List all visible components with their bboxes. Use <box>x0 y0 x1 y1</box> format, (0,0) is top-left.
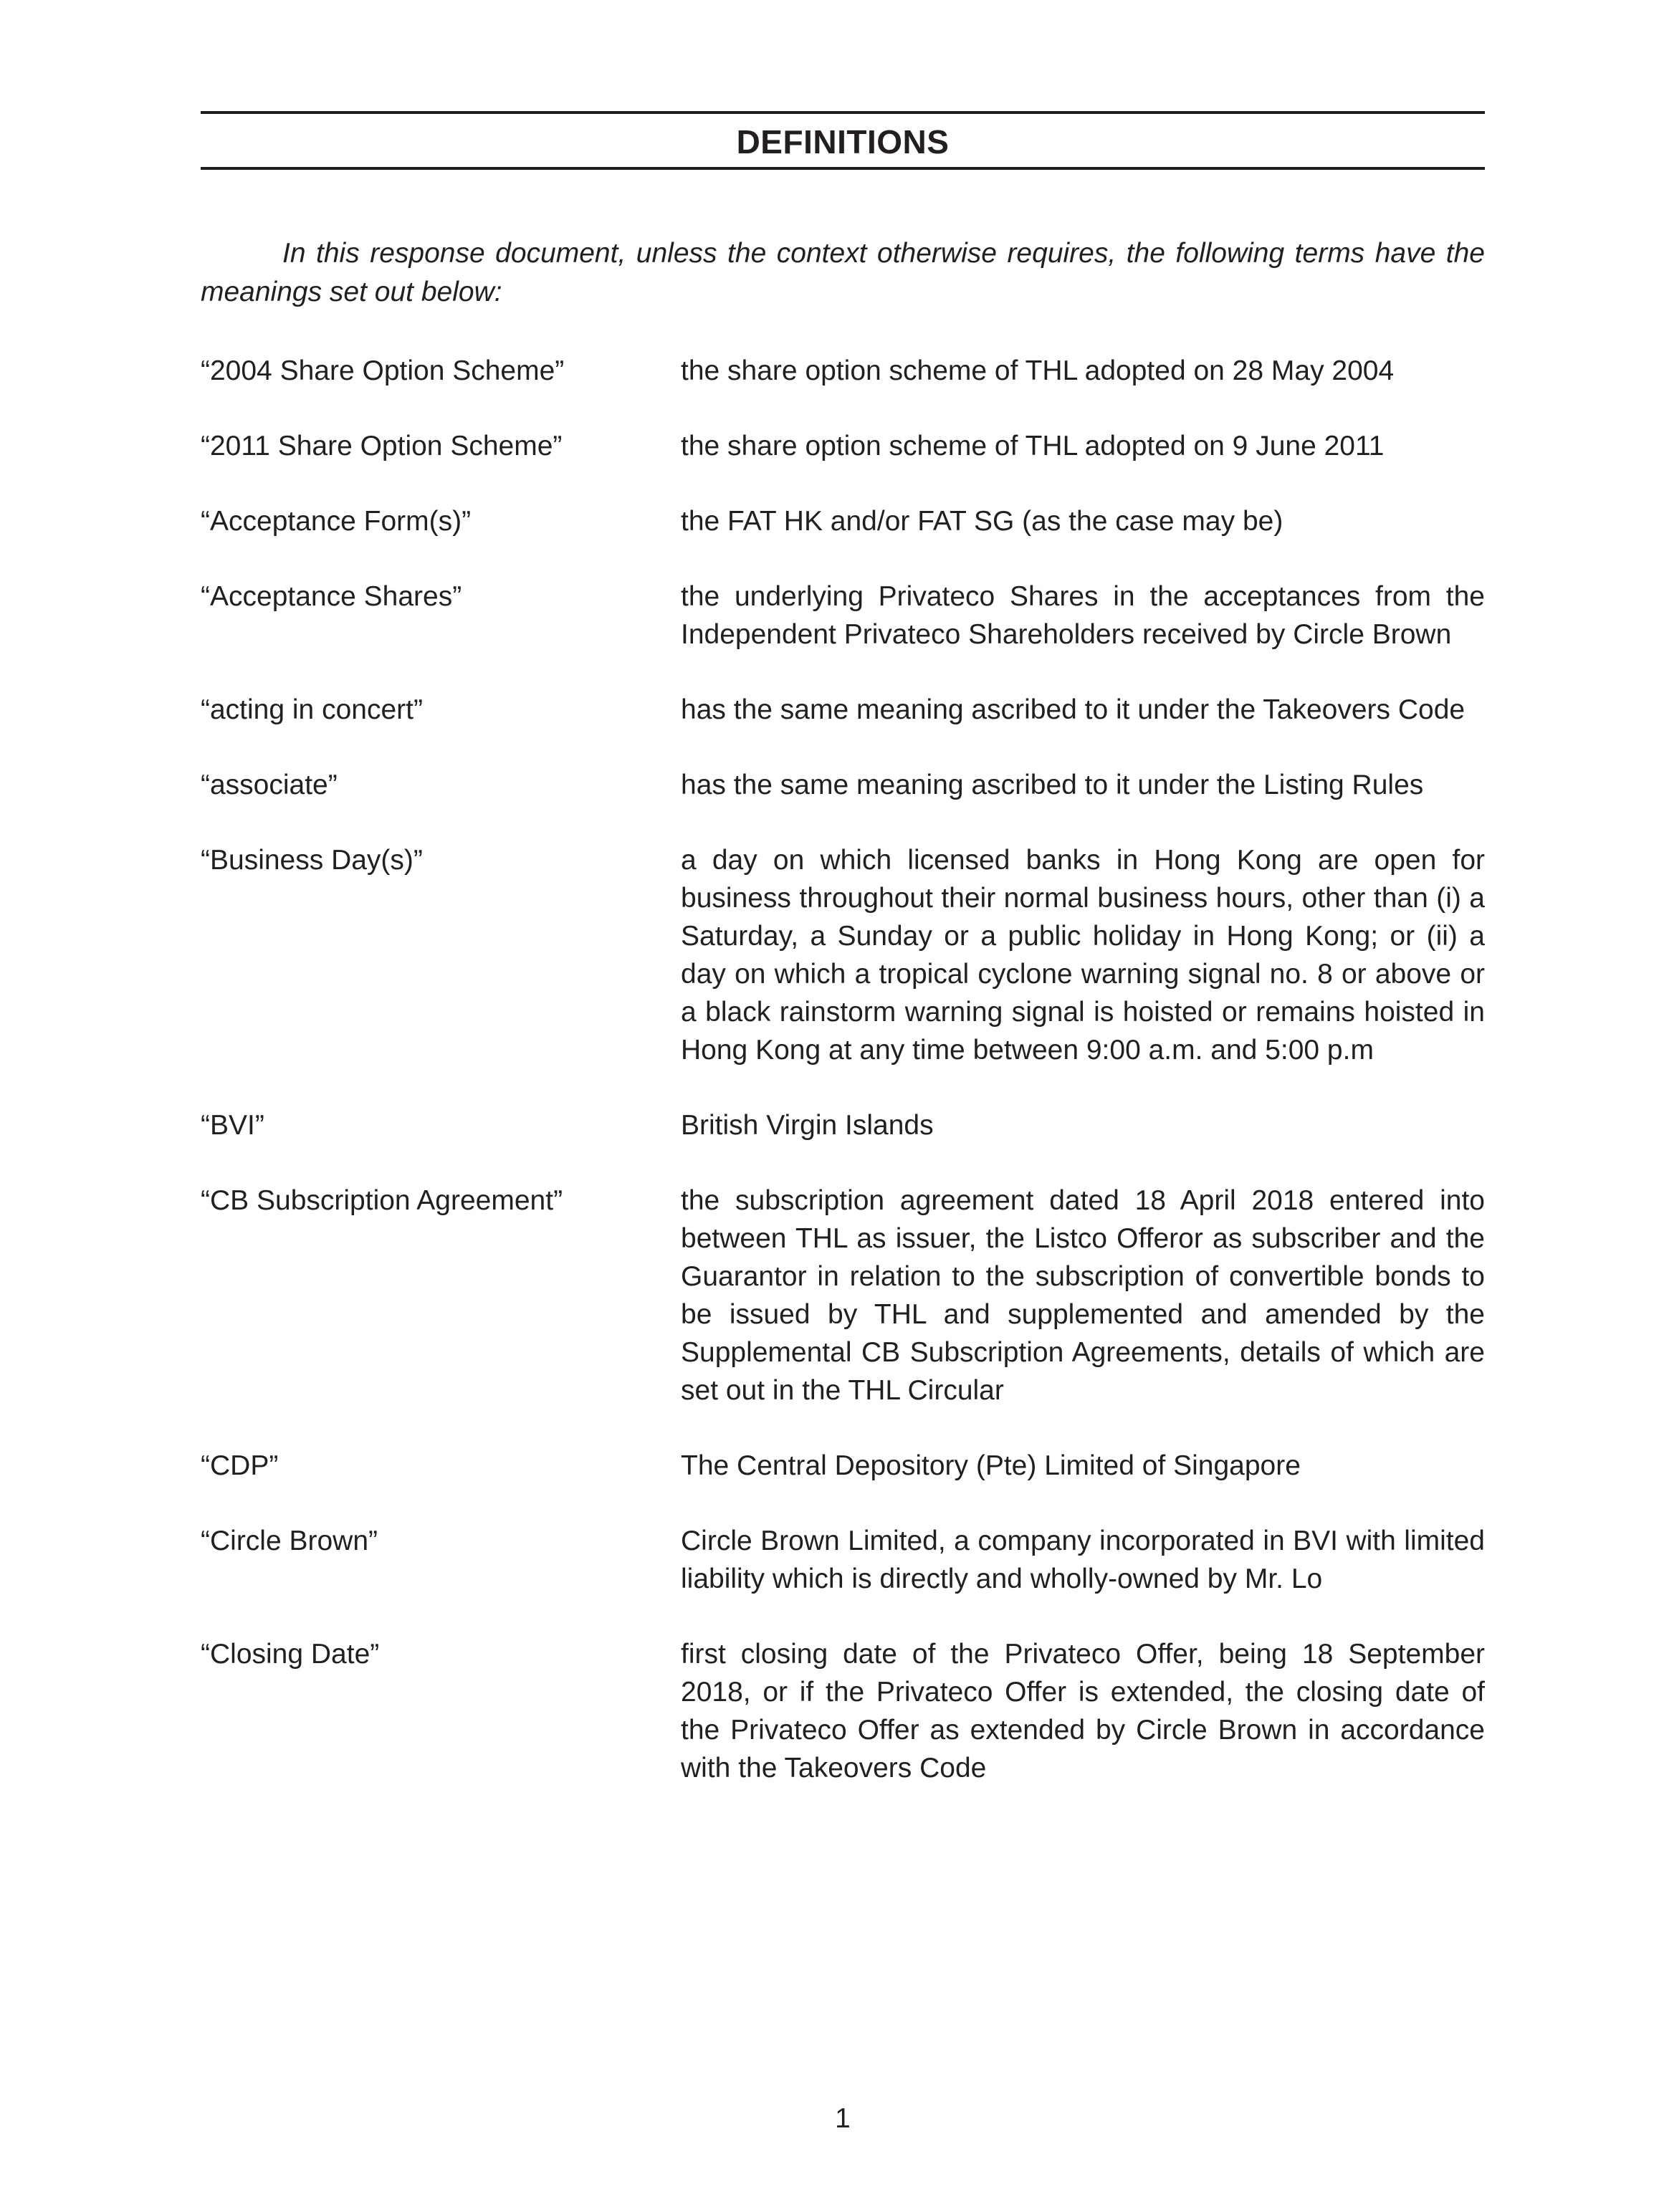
definition-term: “BVI” <box>201 1110 264 1141</box>
definition-term: “CB Subscription Agreement” <box>201 1185 563 1216</box>
header-rule-bottom <box>201 167 1485 170</box>
definition-meaning: has the same meaning ascribed to it under the Listing Rules <box>681 770 1424 800</box>
definition-row <box>201 502 1485 540</box>
definition-row <box>201 766 1485 804</box>
definition-row <box>201 1635 1485 1787</box>
definition-meaning: British Virgin Islands <box>681 1110 934 1141</box>
definition-term: “associate” <box>201 770 338 800</box>
definition-term: “2004 Share Option Scheme” <box>201 355 565 386</box>
definition-meaning: the share option scheme of THL adopted on 28 May 2004 <box>681 355 1395 386</box>
definition-row <box>201 1182 1485 1409</box>
definition-row <box>201 841 1485 1069</box>
definition-meaning: the subscription agreement dated 18 April 2018 entered into between THL as issuer, the Listco Offeror as subscriber and the Guarantor in relation to the subscription of convertible bonds to be issued by THL and supplemented and amended by the Supplemental CB Subscription Agreements, details of which are set out in the THL Circular <box>681 1185 1485 1406</box>
definition-meaning: The Central Depository (Pte) Limited of Singapore <box>681 1450 1301 1481</box>
definition-meaning: the underlying Privateco Shares in the acceptances from the Independent Privateco Shareholders received by Circle Brown <box>681 581 1485 650</box>
definition-meaning: Circle Brown Limited, a company incorporated in BVI with limited liability which is directly and wholly-owned by Mr. Lo <box>681 1526 1485 1594</box>
definition-row <box>201 1447 1485 1485</box>
definition-term: “Closing Date” <box>201 1639 380 1670</box>
definition-row <box>201 352 1485 390</box>
definition-term: “Acceptance Form(s)” <box>201 506 472 537</box>
definition-term: “acting in concert” <box>201 694 423 725</box>
definition-row <box>201 427 1485 465</box>
definition-row <box>201 691 1485 729</box>
definition-term: “CDP” <box>201 1450 279 1481</box>
definitions-list <box>201 352 1485 1824</box>
definition-row <box>201 578 1485 653</box>
definition-term: “Circle Brown” <box>201 1526 378 1556</box>
header-rule-top <box>201 111 1485 114</box>
definition-meaning: first closing date of the Privateco Offer, being 18 September 2018, or if the Privateco Offer is extended, the closing date of the Privateco Offer as extended by Circle Brown in accordance with the Takeovers Code <box>681 1639 1485 1784</box>
page-title: DEFINITIONS <box>736 123 950 161</box>
definition-row <box>201 1522 1485 1598</box>
definition-term: “Acceptance Shares” <box>201 581 462 612</box>
definition-term: “Business Day(s)” <box>201 845 423 876</box>
intro-paragraph: In this response document, unless the context otherwise requires, the following terms have the meanings set out below: <box>201 238 1485 307</box>
definition-meaning: has the same meaning ascribed to it under the Takeovers Code <box>681 694 1466 725</box>
definition-meaning: the FAT HK and/or FAT SG (as the case may be) <box>681 506 1283 537</box>
definition-term: “2011 Share Option Scheme” <box>201 431 563 461</box>
page-number: 1 <box>835 2103 851 2134</box>
definition-meaning: the share option scheme of THL adopted on 9 June 2011 <box>681 431 1385 461</box>
document-page <box>201 0 1485 2212</box>
definition-meaning: a day on which licensed banks in Hong Kong are open for business throughout their normal business hours, other than (i) a Saturday, a Sunday or a public holiday in Hong Kong; or (ii) a day on which a tropical cyclone warning signal no. 8 or above or a black rainstorm warning signal is hoisted or remains hoisted in Hong Kong at any time between 9:00 a.m. and 5:00 p.m <box>681 845 1485 1066</box>
definition-row <box>201 1106 1485 1144</box>
